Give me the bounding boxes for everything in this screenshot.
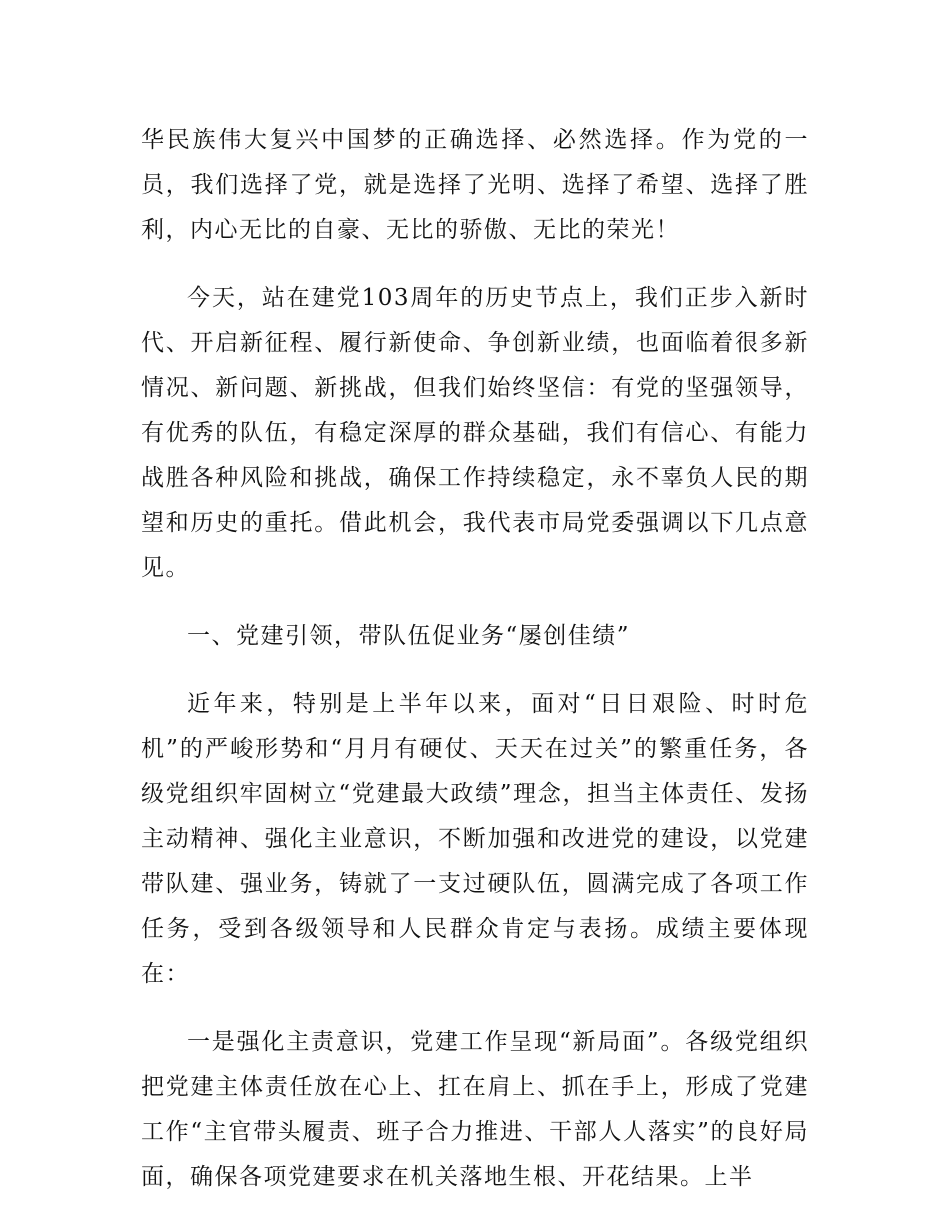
- document-body: [141, 118, 809, 1223]
- paragraph-2: 今天，站在建党103周年的历史节点上，我们正步入新时代、开启新征程、履行新使命、争创新业绩，也面临着很多新情况、新问题、新挑战，但我们始终坚信：有党的坚强领导，有优秀的队伍，有稳定深厚的群众基础，我们有信心、有能力战胜各种风险和挑战，确保工作持续稳定，永不辜负人民的期望和历史的重托。借此机会，我代表市局党委强调以下几点意见。: [141, 285, 809, 581]
- paragraph-4: 一是强化主责意识，党建工作呈现“新局面”。各级党组织把党建主体责任放在心上、扛在肩上、抓在手上，形成了党建工作“主官带头履责、班子合力推进、干部人人落实”的良好局面，确保各项党建要求在机关落地生根、开花结果。上半: [141, 1029, 809, 1190]
- section-heading-1: 一、党建引领，带队伍促业务“屡创佳绩”: [187, 623, 631, 649]
- paragraph-3: 近年来，特别是上半年以来，面对“日日艰险、时时危机”的严峻形势和“月月有硬仗、天天在过关”的繁重任务，各级党组织牢固树立“党建最大政绩”理念，担当主体责任、发扬主动精神、强化主业意识，不断加强和改进党的建设，以党建带队建、强业务，铸就了一支过硬队伍，圆满完成了各项工作任务，受到各级领导和人民群众肯定与表扬。成绩主要体现在：: [141, 691, 809, 987]
- paragraph-1: 华民族伟大复兴中国梦的正确选择、必然选择。作为党的一员，我们选择了党，就是选择了光明、选择了希望、选择了胜利，内心无比的自豪、无比的骄傲、无比的荣光！: [141, 127, 809, 243]
